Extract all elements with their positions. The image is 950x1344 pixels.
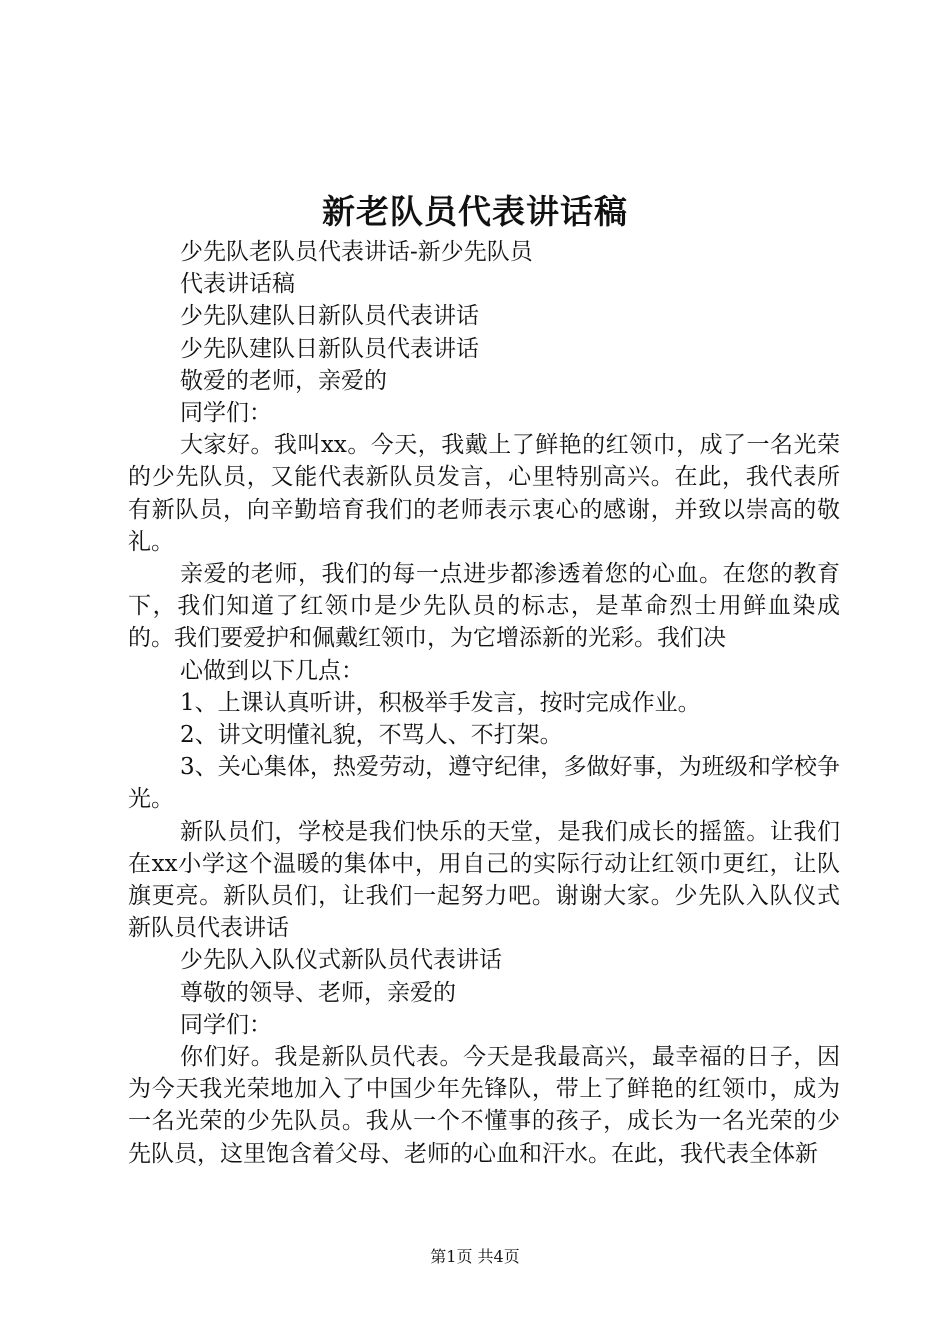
document-body [128, 236, 840, 1170]
audience: 同学们： [180, 400, 272, 427]
speech-paragraph: 你们好。我是新队员代表。今天是我最高兴，最幸福的日子，因为今天我光荣地加入了中国少年先锋队，带上了鲜艳的红领巾，成为一名光荣的少先队员。我从一个不懂事的孩子，成长为一名光荣的少先队员，这里饱含着父母、老师的心血和汗水。在此，我代表全体新 [128, 1044, 840, 1167]
list-item: 3、关心集体，热爱劳动，遵守纪律，多做好事，为班级和学校争光。 [128, 754, 840, 813]
resolve-line: 心做到以下几点： [180, 657, 364, 684]
section-heading: 少先队入队仪式新队员代表讲话 [180, 947, 502, 974]
salutation: 敬爱的老师，亲爱的 [180, 367, 387, 394]
text-line: 少先队建队日新队员代表讲话 [180, 335, 479, 362]
text-line: 少先队老队员代表讲话-新少先队员 [180, 239, 533, 265]
list-item: 1、上课认真听讲，积极举手发言，按时完成作业。 [180, 689, 701, 716]
document-title: 新老队员代表讲话稿 [322, 192, 628, 231]
text-line: 代表讲话稿 [180, 271, 295, 298]
speech-paragraph: 大家好。我叫xx。今天，我戴上了鲜艳的红领巾，成了一名光荣的少先队员，又能代表新队员发言，心里特别高兴。在此，我代表所有新队员，向辛勤培育我们的老师表示衷心的感谢，并致以崇高的敬礼。 [128, 432, 840, 555]
audience: 同学们： [180, 1011, 272, 1038]
page-number: 第1页 共4页 [430, 1247, 520, 1266]
salutation: 尊敬的领导、老师，亲爱的 [180, 979, 456, 1006]
closing-paragraph: 新队员们，学校是我们快乐的天堂，是我们成长的摇篮。让我们在xx小学这个温暖的集体中，用自己的实际行动让红领巾更红，让队旗更亮。新队员们，让我们一起努力吧。谢谢大家。少先队入队仪式新队员代表讲话 [128, 818, 840, 942]
list-item: 2、讲文明懂礼貌，不骂人、不打架。 [180, 722, 563, 749]
speech-paragraph: 亲爱的老师，我们的每一点进步都渗透着您的心血。在您的教育下，我们知道了红领巾是少先队员的标志，是革命烈士用鲜血染成的。我们要爱护和佩戴红领巾，为它增添新的光彩。我们决 [128, 561, 840, 652]
text-line: 少先队建队日新队员代表讲话 [180, 303, 479, 330]
